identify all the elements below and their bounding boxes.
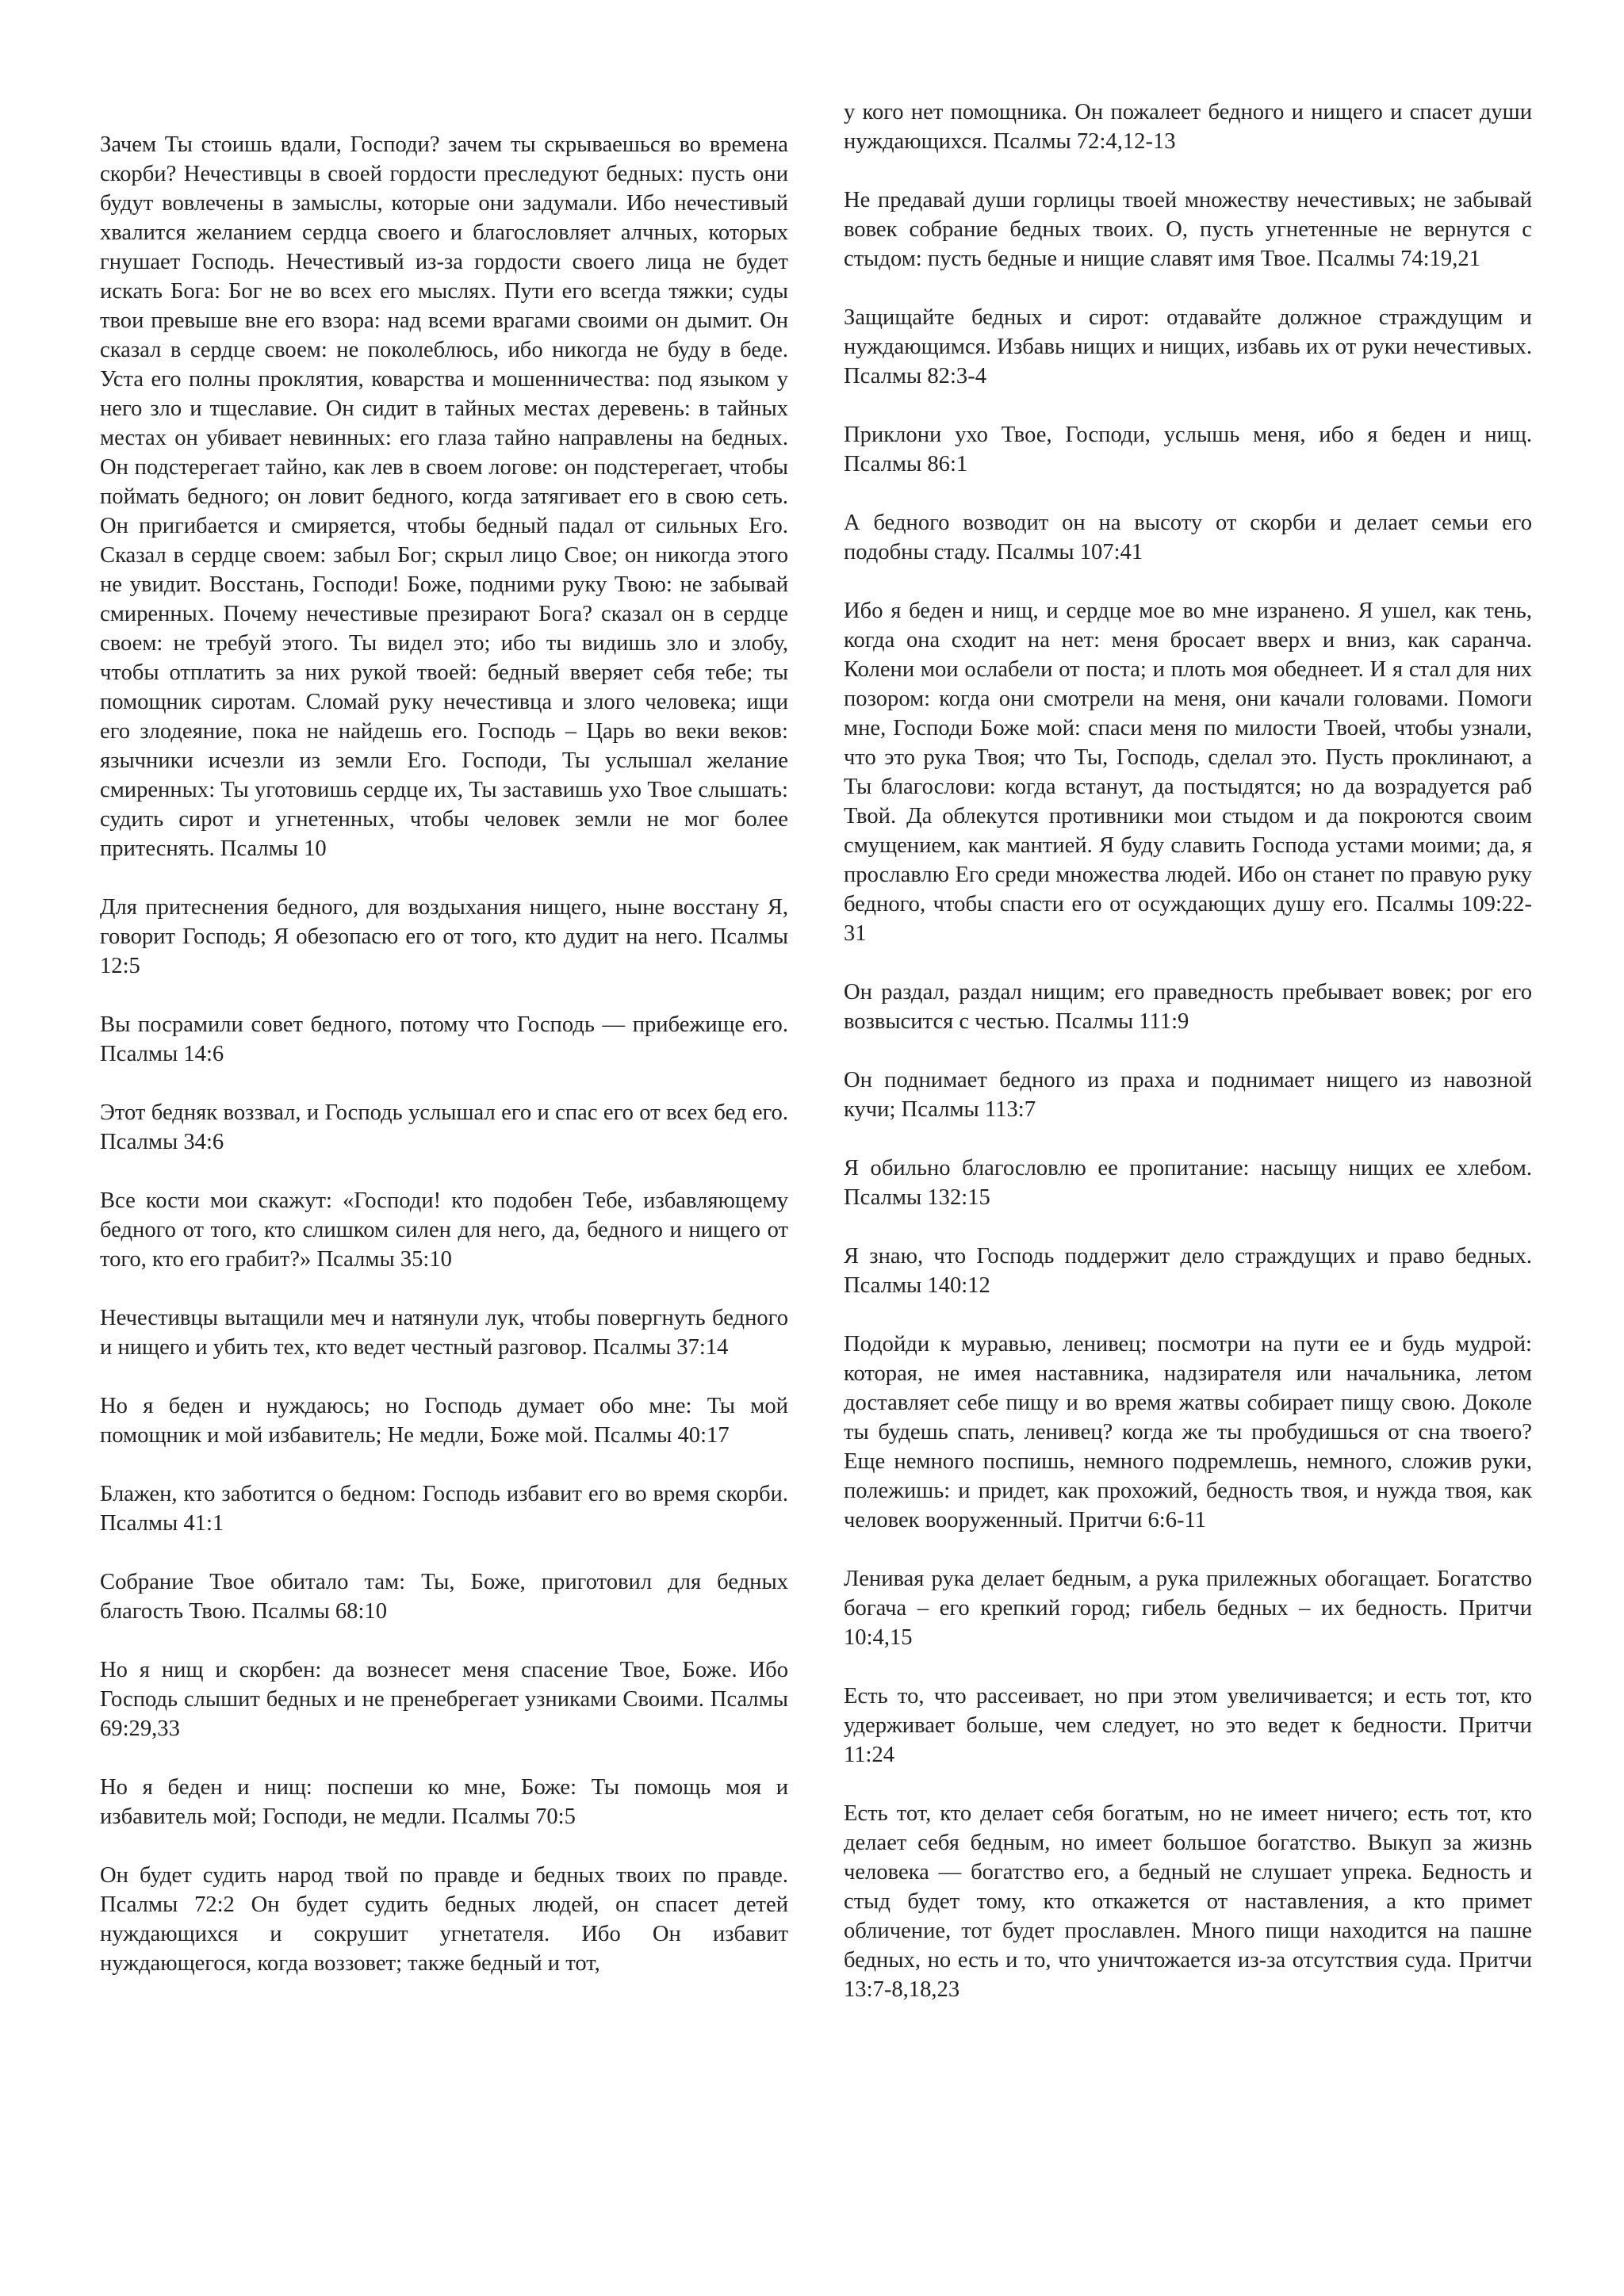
paragraph: Ибо я беден и нищ, и сердце мое во мне изранено. Я ушел, как тень, когда она сходит на нет: меня бросает вверх и вниз, как саранча. Колени мои ослабели от поста; и плоть моя обеднеет. И я стал для них позором: когда они смотрели на меня, они качали головами. Помоги мне, Господи Боже мой: спаси меня по милости Твоей, чтобы узнали, что это рука Твоя; что Ты, Господь, сделал это. Пусть проклинают, а Ты благослови: когда встанут, да постыдятся; но да возрадуется раб Твой. Да облекутся противники мои стыдом и да покроются своим смущением, как мантией. Я буду славить Господа устами моими; да, я прославлю Его среди множества людей. Ибо он станет по правую руку бедного, чтобы спасти его от осуждающих душу его. Псалмы 109:22-31: [844, 599, 1532, 946]
paragraph: у кого нет помощника. Он пожалеет бедного и нищего и спасет души нуждающихся. Псалмы 72:4,12-13: [844, 100, 1532, 154]
paragraph: Подойди к муравью, ленивец; посмотри на пути ее и будь мудрой: которая, не имея наставника, надзирателя или начальника, летом доставляет себе пищу и во время жатвы собирает пищу свою. Доколе ты будешь спать, ленивец? когда же ты пробудишься от сна твоего? Еще немного поспишь, немного подремлешь, немного, сложив руки, полежишь: и придет, как прохожий, бедность твоя, и нужда твоя, как человек вооруженный. Притчи 6:6-11: [844, 1332, 1532, 1533]
paragraph: Защищайте бедных и сирот: отдавайте должное страждущим и нуждающимся. Избавь нищих и нищих, избавь их от руки нечестивых. Псалмы 82:3-4: [844, 305, 1532, 388]
paragraph: Он поднимает бедного из праха и поднимает нищего из навозной кучи; Псалмы 113:7: [844, 1068, 1532, 1122]
paragraph: Но я нищ и скорбен: да вознесет меня спасение Твое, Боже. Ибо Господь слышит бедных и не пренебрегает узниками Своими. Псалмы 69:29,33: [100, 1658, 788, 1741]
paragraph: Он будет судить народ твой по правде и бедных твоих по правде. Псалмы 72:2 Он будет судить бедных людей, он спасет детей нуждающихся и сокрушит угнетателя. Ибо Он избавит нуждающегося, когда воззовет; также бедный и тот,: [100, 1863, 788, 1976]
paragraph: Зачем Ты стоишь вдали, Господи? зачем ты скрываешься во времена скорби? Нечестивцы в своей гордости преследуют бедных: пусть они будут вовлечены в замыслы, которые они задумали. Ибо нечестивый хвалится желанием сердца своего и благословляет алчных, которых гнушает Господь. Нечестивый из-за гордости своего лица не будет искать Бога: Бог не во всех его мыслях. Пути его всегда тяжки; суды твои превыше вне его взора: над всеми врагами своими он дымит. Он сказал в сердце своем: не поколеблюсь, ибо никогда не буду в беде. Уста его полны проклятия, коварства и мошенничества: под языком у него зло и тщеславие. Он сидит в тайных местах деревень: в тайных местах он убивает невинных: его глаза тайно направлены на бедных. Он подстерегает тайно, как лев в своем логове: он подстерегает, чтобы поймать бедного; он ловит бедного, когда затягивает его в свою сеть. Он пригибается и смиряется, чтобы бедный падал от сильных Его. Сказал в сердце своем: забыл Бог; скрыл лицо Свое; он никогда этого не увидит. Восстань, Господи! Боже, подними руку Твою: не забывай смиренных. Почему нечестивые презирают Бога? сказал он в сердце своем: не требуй этого. Ты видел это; ибо ты видишь зло и злобу, чтобы отплатить за них рукой твоей: бедный вверяет себя тебе; ты помощник сиротам. Сломай руку нечестивца и злого человека; ищи его злодеяние, пока не найдешь его. Господь – Царь во веки веков: язычники исчезли из земли Его. Господи, Ты услышал желание смиренных: Ты уготовишь сердце их, Ты заставишь ухо Твое слышать: судить сирот и угнетенных, чтобы человек земли не мог более притеснять. Псалмы 10: [100, 132, 788, 861]
paragraph: Я знаю, что Господь поддержит дело страждущих и право бедных. Псалмы 140:12: [844, 1244, 1532, 1298]
paragraph: Все кости мои скажут: «Господи! кто подобен Тебе, избавляющему бедного от того, кто слишком силен для него, да, бедного и нищего от того, кто его грабит?» Псалмы 35:10: [100, 1188, 788, 1272]
paragraph: Он раздал, раздал нищим; его праведность пребывает вовек; рог его возвысится с честью. Псалмы 111:9: [844, 980, 1532, 1034]
paragraph: А бедного возводит он на высоту от скорби и делает семьи его подобны стаду. Псалмы 107:41: [844, 511, 1532, 564]
paragraph: Приклони ухо Твое, Господи, услышь меня, ибо я беден и нищ. Псалмы 86:1: [844, 423, 1532, 476]
paragraph: Есть тот, кто делает себя богатым, но не имеет ничего; есть тот, кто делает себя бедным, но имеет большое богатство. Выкуп за жизнь человека — богатство его, а бедный не слушает упрека. Бедность и стыд будет тому, кто откажется от наставления, а кто примет обличение, тот будет прославлен. Много пищи находится на пашне бедных, но есть и то, что уничтожается из-за отсутствия суда. Притчи 13:7-8,18,23: [844, 1801, 1532, 2002]
paragraph: Собрание Твое обитало там: Ты, Боже, приготовил для бедных благость Твою. Псалмы 68:10: [100, 1570, 788, 1624]
paragraph: Но я беден и нищ: поспеши ко мне, Боже: Ты помощь моя и избавитель мой; Господи, не медли. Псалмы 70:5: [100, 1775, 788, 1829]
paragraph: Но я беден и нуждаюсь; но Господь думает обо мне: Ты мой помощник и мой избавитель; Не медли, Боже мой. Псалмы 40:17: [100, 1394, 788, 1448]
right-column: [844, 98, 1532, 2034]
left-column: [100, 130, 788, 2007]
paragraph: Ленивая рука делает бедным, а рука прилежных обогащает. Богатство богача – его крепкий город; гибель бедных – их бедность. Притчи 10:4,15: [844, 1567, 1532, 1650]
paragraph: Для притеснения бедного, для воздыхания нищего, ныне восстану Я, говорит Господь; Я обезопасю его от того, кто дудит на него. Псалмы 12:5: [100, 895, 788, 978]
paragraph: Этот бедняк воззвал, и Господь услышал его и спас его от всех бед его. Псалмы 34:6: [100, 1100, 788, 1154]
paragraph: Блажен, кто заботится о бедном: Господь избавит его во время скорби. Псалмы 41:1: [100, 1482, 788, 1536]
paragraph: Есть то, что рассеивает, но при этом увеличивается; и есть тот, кто удерживает больше, чем следует, но это ведет к бедности. Притчи 11:24: [844, 1684, 1532, 1767]
paragraph: Вы посрамили совет бедного, потому что Господь — прибежище его. Псалмы 14:6: [100, 1012, 788, 1066]
paragraph: Нечестивцы вытащили меч и натянули лук, чтобы повергнуть бедного и нищего и убить тех, кто ведет честный разговор. Псалмы 37:14: [100, 1306, 788, 1360]
paragraph: Не предавай души горлицы твоей множеству нечестивых; не забывай вовек собрание бедных твоих. О, пусть угнетенные не вернутся с стыдом: пусть бедные и нищие славят имя Твое. Псалмы 74:19,21: [844, 188, 1532, 271]
paragraph: Я обильно благословлю ее пропитание: насыщу нищих ее хлебом. Псалмы 132:15: [844, 1156, 1532, 1210]
